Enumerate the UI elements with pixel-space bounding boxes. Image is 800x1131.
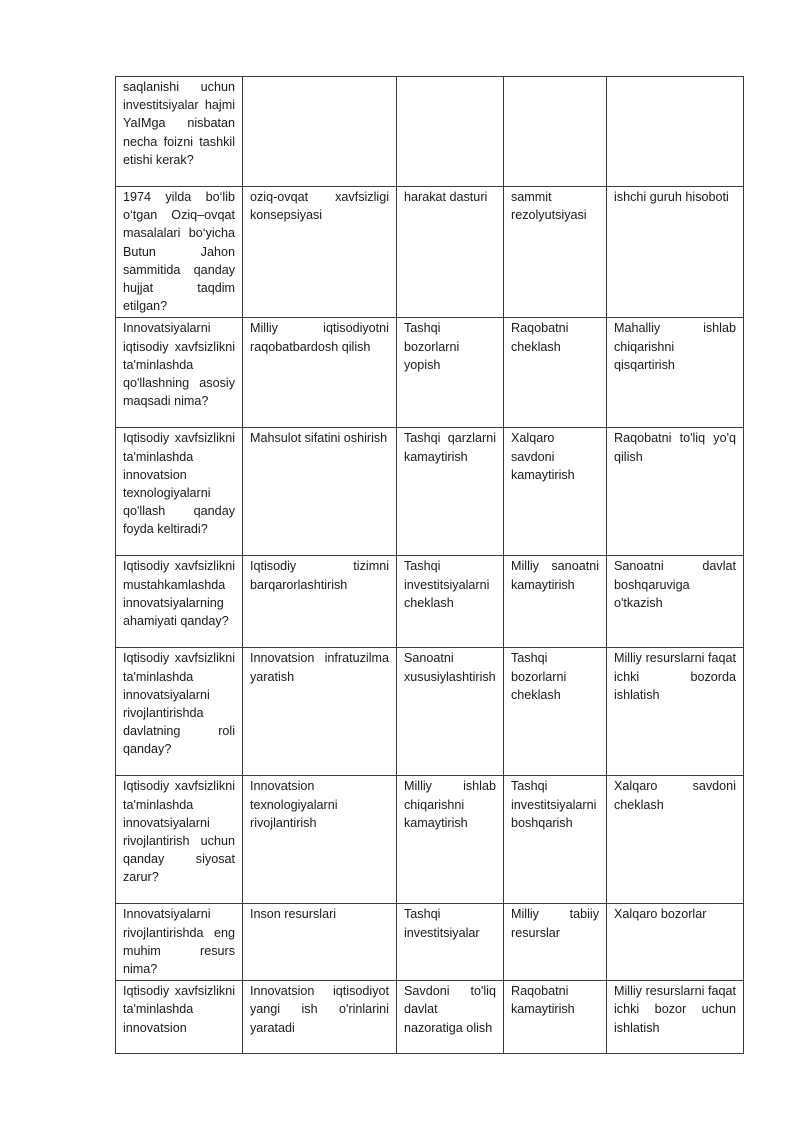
answer-cell: Sanoatni xususiylashtirish: [397, 648, 504, 776]
question-cell: Iqtisodiy xavfsizlikni ta'minlashda innovatsion: [116, 981, 243, 1054]
table-row: [116, 428, 744, 556]
answer-cell: Mahalliy ishlab chiqarishni qisqartirish: [607, 318, 744, 428]
question-cell: Innovatsiyalarni rivojlantirishda eng muhim resurs nima?: [116, 904, 243, 981]
question-cell: Iqtisodiy xavfsizlikni ta'minlashda innovatsiyalarni rivojlantirishda davlatning roli qanday?: [116, 648, 243, 776]
table-row: [116, 556, 744, 648]
answer-cell: [607, 77, 744, 187]
question-cell: 1974 yilda bo‘lib o‘tgan Oziq–ovqat masalalari bo‘yicha Butun Jahon sammitida qanday hujjat taqdim etilgan?: [116, 187, 243, 318]
answer-cell: Tashqi investitsiyalar: [397, 904, 504, 981]
question-cell: saqlanishi uchun investitsiyalar hajmi YaIMga nisbatan necha foizni tashkil etishi kerak?: [116, 77, 243, 187]
question-cell: Iqtisodiy xavfsizlikni mustahkamlashda innovatsiyalarning ahamiyati qanday?: [116, 556, 243, 648]
answer-cell: Xalqaro bozorlar: [607, 904, 744, 981]
table-row: [116, 187, 744, 318]
answer-cell: Tashqi investitsiyalarni cheklash: [397, 556, 504, 648]
answer-cell: [397, 77, 504, 187]
answer-cell: Sanoatni davlat boshqaruviga o'tkazish: [607, 556, 744, 648]
table-row: [116, 77, 744, 187]
answer-cell: Tashqi bozorlarni yopish: [397, 318, 504, 428]
question-cell: Innovatsiyalarni iqtisodiy xavfsizlikni ta'minlashda qo'llashning asosiy maqsadi nima?: [116, 318, 243, 428]
answer-cell: Tashqi investitsiyalarni boshqarish: [504, 776, 607, 904]
answer-cell-correct: Iqtisodiy tizimni barqarorlashtirish: [243, 556, 397, 648]
answer-cell-correct: Mahsulot sifatini oshirish: [243, 428, 397, 556]
answer-cell-correct: oziq-ovqat xavfsizligi konsepsiyasi: [243, 187, 397, 318]
answer-cell: Xalqaro savdoni cheklash: [607, 776, 744, 904]
answer-cell: Savdoni to'liq davlat nazoratiga olish: [397, 981, 504, 1054]
test-questions-table: [115, 76, 744, 1054]
answer-cell-correct: [243, 77, 397, 187]
answer-cell-correct: Innovatsion texnologiyalarni rivojlantirish: [243, 776, 397, 904]
answer-cell: Raqobatni to'liq yo'q qilish: [607, 428, 744, 556]
answer-cell: ishchi guruh hisoboti: [607, 187, 744, 318]
table-row: [116, 318, 744, 428]
table-row: [116, 776, 744, 904]
answer-cell: Tashqi qarzlarni kamaytirish: [397, 428, 504, 556]
answer-cell: [504, 77, 607, 187]
answer-cell: Milliy ishlab chiqarishni kamaytirish: [397, 776, 504, 904]
answer-cell: Milliy sanoatni kamaytirish: [504, 556, 607, 648]
answer-cell: sammit rezolyutsiyasi: [504, 187, 607, 318]
answer-cell: Xalqaro savdoni kamaytirish: [504, 428, 607, 556]
table-row: [116, 904, 744, 981]
answer-cell-correct: Inson resurslari: [243, 904, 397, 981]
answer-cell-correct: Innovatsion infratuzilma yaratish: [243, 648, 397, 776]
answer-cell: Milliy resurslarni faqat ichki bozorda ishlatish: [607, 648, 744, 776]
answer-cell: Raqobatni kamaytirish: [504, 981, 607, 1054]
answer-cell: Raqobatni cheklash: [504, 318, 607, 428]
table-row: [116, 648, 744, 776]
answer-cell-correct: Milliy iqtisodiyotni raqobatbardosh qilish: [243, 318, 397, 428]
answer-cell: Milliy tabiiy resurslar: [504, 904, 607, 981]
answer-cell: Tashqi bozorlarni cheklash: [504, 648, 607, 776]
question-cell: Iqtisodiy xavfsizlikni ta'minlashda innovatsiyalarni rivojlantirish uchun qanday siyosat zarur?: [116, 776, 243, 904]
answer-cell-correct: Innovatsion iqtisodiyot yangi ish o'rinlarini yaratadi: [243, 981, 397, 1054]
table-row: [116, 981, 744, 1054]
answer-cell: Milliy resurslarni faqat ichki bozor uchun ishlatish: [607, 981, 744, 1054]
question-cell: Iqtisodiy xavfsizlikni ta'minlashda innovatsion texnologiyalarni qo'llash qanday foyda keltiradi?: [116, 428, 243, 556]
answer-cell: harakat dasturi: [397, 187, 504, 318]
